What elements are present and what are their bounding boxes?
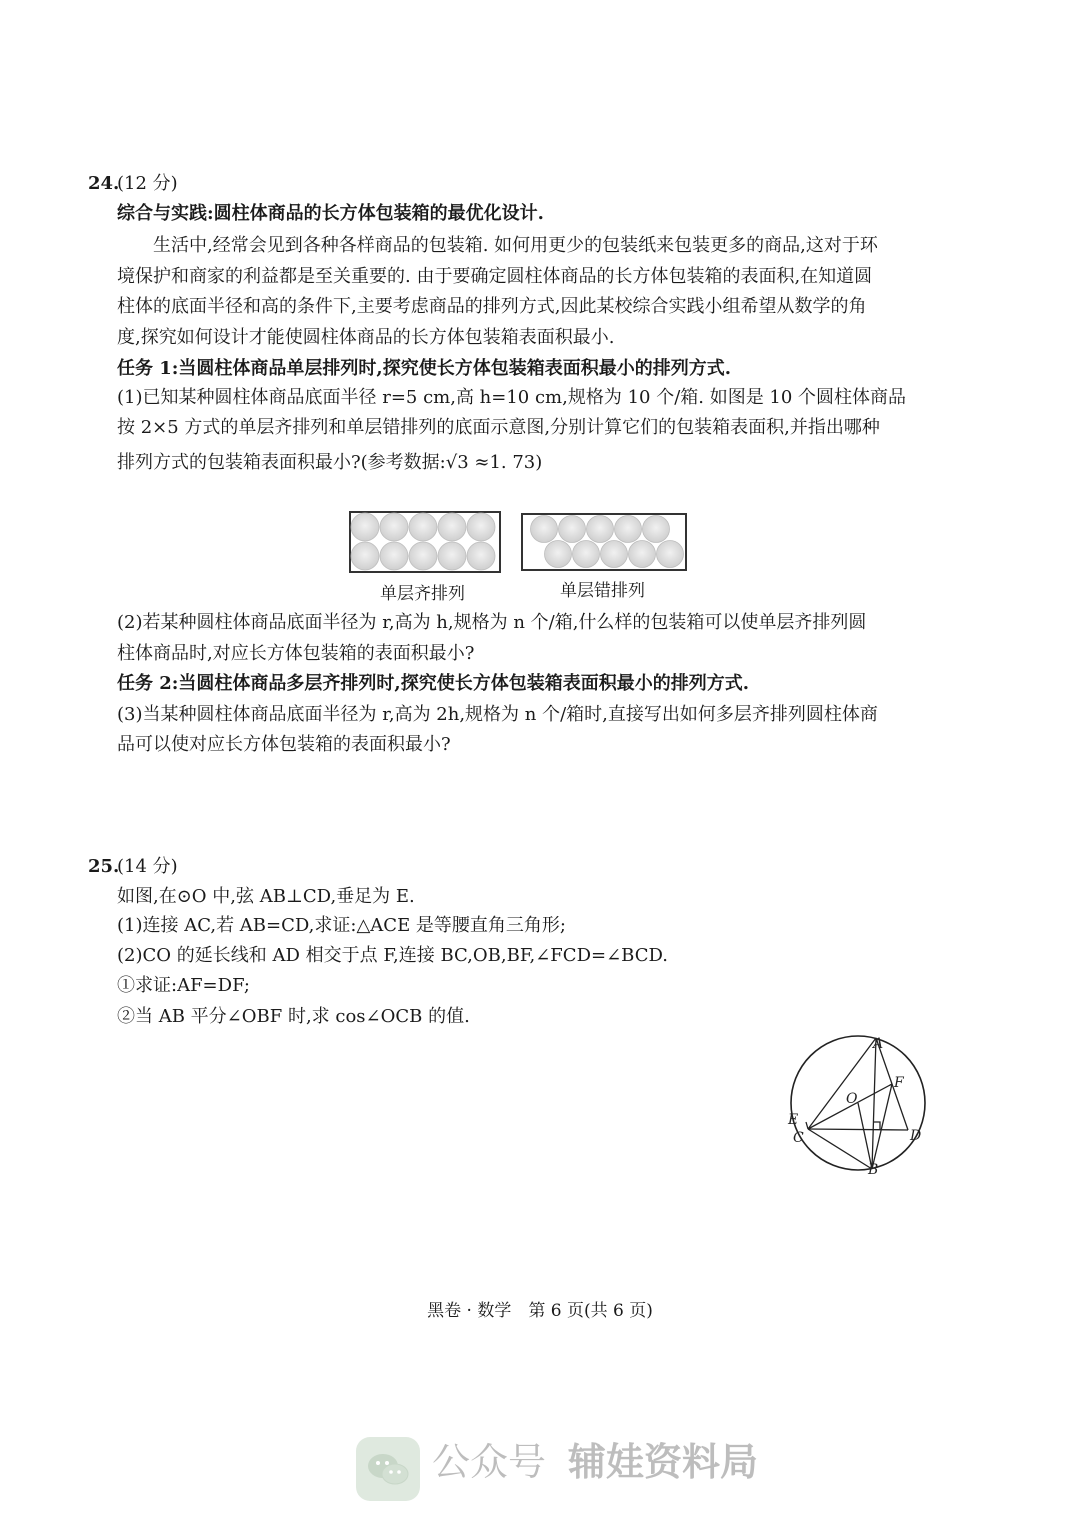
part-1-line: 按 2×5 方式的单层齐排列和单层错排列的底面示意图,分别计算它们的包装箱表面积,并指出哪种 [117,417,880,438]
task-2-heading: 任务 2:当圆柱体商品多层齐排列时,探究使长方体包装箱表面积最小的排列方式. [117,673,749,694]
chord-ab [872,1038,876,1169]
watermark [432,1440,758,1484]
chord-cd [808,1129,908,1130]
circle-geometry-figure [784,1030,934,1180]
label-b: B [868,1162,879,1178]
cylinder-base-circle [601,541,628,568]
watermark-prefix: 公众号 [432,1440,547,1484]
cylinder-base-circle [573,541,600,568]
cylinder-base-circle [438,542,466,570]
task-1-heading: 任务 1:当圆柱体商品单层排列时,探究使长方体包装箱表面积最小的排列方式. [117,358,731,379]
cylinder-base-circle [351,513,379,541]
cylinder-base-circle [615,516,642,543]
cylinder-base-circle [438,513,466,541]
cylinder-base-circle [545,541,572,568]
label-o: O [846,1091,858,1107]
part-1-line: 排列方式的包装箱表面积最小?(参考数据:√3 ≈1. 73) [117,452,543,473]
page-footer: 黑卷 · 数学 第 6 页(共 6 页) [427,1301,653,1321]
cylinder-base-circle [629,541,656,568]
question-24-paragraph-line: 境保护和商家的利益都是至关重要的. 由于要确定圆柱体商品的长方体包装箱的表面积,在知道圆 [117,266,873,287]
question-24-paragraph-line: 柱体的底面半径和高的条件下,主要考虑商品的排列方式,因此某校综合实践小组希望从数学的角 [117,296,867,317]
label-d: D [910,1128,922,1144]
wechat-icon [356,1437,420,1501]
cylinder-base-circle [351,542,379,570]
right-angle-mark [873,1122,880,1130]
caption-aligned: 单层齐排列 [380,584,465,604]
segment-bc [808,1129,872,1169]
staggered-arrangement [522,514,686,570]
segment-e [806,1122,808,1129]
cylinder-base-circle [380,513,408,541]
part-3-line: 品可以使对应长方体包装箱的表面积最小? [117,734,451,755]
question-24-paragraph-line: 度,探究如何设计才能使圆柱体商品的长方体包装箱表面积最小. [117,327,615,348]
segment-ac [808,1038,876,1129]
label-e: E [788,1112,799,1128]
cylinder-base-circle [380,542,408,570]
arrangement-figure [348,510,690,574]
segment-bf [872,1084,892,1169]
question-25-score: (14 分) [117,856,178,877]
cylinder-base-circle [657,541,684,568]
question-25-number: 25. [88,856,120,877]
question-25-line: (2)CO 的延长线和 AD 相交于点 F,连接 BC,OB,BF,∠FCD=∠BCD. [117,945,669,966]
cylinder-base-circle [643,516,670,543]
label-c: C [793,1130,804,1146]
question-25-line: (1)连接 AC,若 AB=CD,求证:△ACE 是等腰直角三角形; [117,915,566,936]
cylinder-base-circle [467,513,495,541]
question-24-number: 24. [88,173,120,194]
question-25-line: ②当 AB 平分∠OBF 时,求 cos∠OCB 的值. [117,1006,470,1027]
caption-staggered: 单层错排列 [560,581,645,601]
part-1-line: (1)已知某种圆柱体商品底面半径 r=5 cm,高 h=10 cm,规格为 10 个/箱. 如图是 10 个圆柱体商品 [117,387,907,408]
label-f: F [894,1075,904,1091]
watermark-name: 辅娃资料局 [568,1440,759,1484]
cylinder-base-circle [409,542,437,570]
part-2-line: (2)若某种圆柱体商品底面半径为 r,高为 h,规格为 n 个/箱,什么样的包装箱可以使单层齐排列圆 [117,612,867,633]
cylinder-base-circle [587,516,614,543]
question-25-line: ①求证:AF=DF; [117,975,250,996]
cylinder-base-circle [559,516,586,543]
question-24-score: (12 分) [117,173,178,194]
segment-ob [858,1103,872,1169]
cylinder-base-circle [409,513,437,541]
question-25-line: 如图,在⊙O 中,弦 AB⊥CD,垂足为 E. [117,886,415,907]
part-2-line: 柱体商品时,对应长方体包装箱的表面积最小? [117,643,475,664]
aligned-arrangement [350,512,500,572]
label-a: A [873,1036,884,1052]
part-3-line: (3)当某种圆柱体商品底面半径为 r,高为 2h,规格为 n 个/箱时,直接写出如何多层齐排列圆柱体商 [117,704,878,725]
question-24-paragraph-line: 生活中,经常会见到各种各样商品的包装箱. 如何用更少的包装纸来包装更多的商品,这对于环 [117,235,878,256]
cylinder-base-circle [467,542,495,570]
question-24-heading: 综合与实践:圆柱体商品的长方体包装箱的最优化设计. [117,203,544,224]
cylinder-base-circle [531,516,558,543]
